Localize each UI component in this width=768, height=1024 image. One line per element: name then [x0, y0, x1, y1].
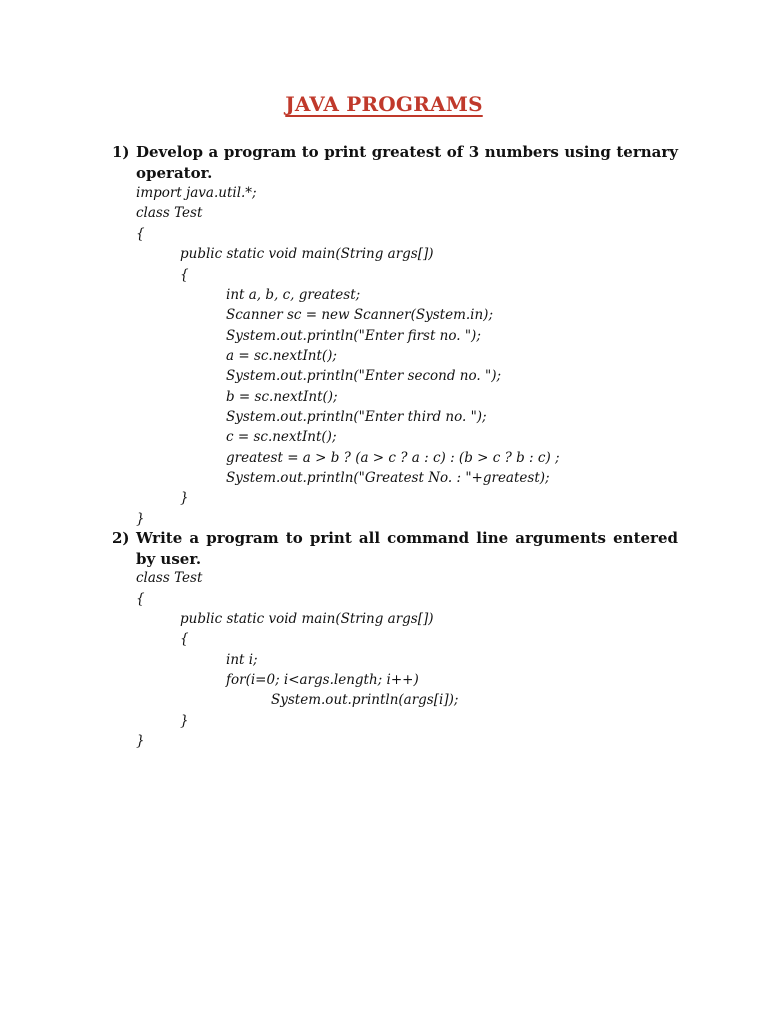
code-line: { [136, 225, 145, 242]
code-line: import java.util.*; [136, 185, 257, 201]
code-line: System.out.println(args[i]); [271, 692, 459, 708]
question-number: 2) [112, 529, 130, 547]
question-text: Write a program to print all command line arguments entered by user. [136, 529, 678, 568]
code-line: System.out.println("Enter third no. "); [226, 409, 487, 425]
code-line: } [180, 712, 189, 729]
code-line: int a, b, c, greatest; [226, 287, 361, 303]
code-line: for(i=0; i<args.length; i++) [226, 672, 419, 688]
code-line: System.out.println("Enter first no. "); [226, 327, 481, 344]
code-line: System.out.println("Greatest No. : "+greatest); [226, 470, 550, 486]
code-line: System.out.println("Enter second no. "); [226, 368, 502, 384]
code-line: Scanner sc = new Scanner(System.in); [226, 307, 493, 323]
code-line: greatest = a > b ? (a > c ? a : c) : (b > c ? b : c) ; [226, 449, 560, 466]
code-line: int i; [226, 651, 258, 668]
code-line: c = sc.nextInt(); [226, 429, 337, 445]
code-line: } [136, 733, 145, 749]
question-2-heading [112, 528, 678, 569]
code-line: { [180, 631, 189, 647]
code-line: { [180, 266, 189, 283]
code-line: class Test [136, 570, 203, 586]
document-title: JAVA PROGRAMS [285, 92, 483, 116]
code-line: } [180, 490, 189, 506]
code-line: b = sc.nextInt(); [226, 388, 338, 405]
code-line: { [136, 590, 145, 607]
code-line: a = sc.nextInt(); [226, 348, 337, 364]
code-line: class Test [136, 205, 203, 221]
code-line: public static void main(String args[]) [180, 611, 434, 627]
question-text: Develop a program to print greatest of 3 numbers using ternary operator. [136, 143, 678, 182]
question-number: 1) [112, 143, 130, 161]
code-line: } [136, 510, 145, 527]
code-line: public static void main(String args[]) [180, 246, 434, 262]
question-1-heading [112, 142, 678, 183]
